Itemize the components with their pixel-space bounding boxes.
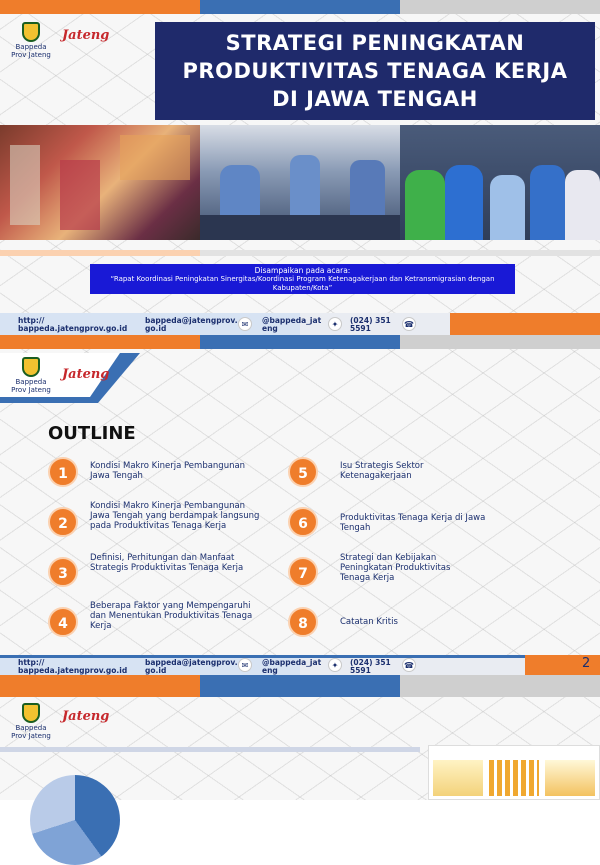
- footer-1: [0, 313, 600, 335]
- mini-line-chart-1: [433, 760, 483, 796]
- envelope-icon: ✉: [238, 317, 252, 331]
- title-box: [155, 22, 595, 120]
- outline-item-7[interactable]: [288, 553, 538, 591]
- photo-factory: [200, 125, 400, 240]
- footer-bar-orange: [450, 313, 600, 335]
- footer-2: [0, 655, 600, 675]
- item-text: Catatan Kritis: [340, 617, 398, 627]
- mini-line-chart-2: [545, 760, 595, 796]
- logo-caption: Bappeda Prov Jateng: [11, 378, 51, 394]
- item-text: Produktivitas Tenaga Kerja di Jawa Tengah: [340, 513, 486, 533]
- item-number: 4: [48, 607, 78, 637]
- item-number: 3: [48, 557, 78, 587]
- footer-email[interactable]: bappeda@jatengprov. go.id: [145, 316, 238, 333]
- divider-bar-1: [0, 250, 200, 256]
- crest-icon: [22, 357, 40, 377]
- crest-icon: [22, 703, 40, 723]
- jateng-logo-text: Jateng: [62, 709, 110, 724]
- pie-chart-partial: [30, 775, 120, 865]
- outline-item-4[interactable]: [48, 601, 298, 641]
- top-bar-orange: [0, 0, 200, 14]
- jateng-logo: [62, 367, 109, 382]
- top-bar-blue: [200, 0, 400, 14]
- jateng-logo-text: Jateng: [62, 367, 110, 382]
- footer-web[interactable]: http:// bappeda.jatengprov.go.id: [18, 658, 128, 675]
- outline-item-8[interactable]: [288, 607, 538, 641]
- outline-item-1[interactable]: [48, 455, 298, 489]
- outline-item-2[interactable]: [48, 501, 298, 545]
- page-number: 2: [582, 656, 591, 671]
- twitter-icon: ✦: [328, 317, 342, 331]
- event-name: “Rapat Koordinasi Peningkatan Sinergitas/Koordinasi Program Ketenagakerjaan dan Ketransmigrasian dengan Kabupaten/Kota”: [110, 275, 495, 292]
- outline-item-6[interactable]: [288, 505, 538, 539]
- top-bar-gray: [400, 675, 600, 697]
- top-bar-gray: [400, 335, 600, 349]
- photo-market: [0, 125, 200, 240]
- item-number: 5: [288, 457, 318, 487]
- jateng-logo-text: Jateng: [62, 28, 110, 43]
- crest-icon: [22, 22, 40, 42]
- logo-caption: Bappeda Prov Jateng: [11, 724, 51, 740]
- item-number: 1: [48, 457, 78, 487]
- item-text: Definisi, Perhitungan dan Manfaat Strategis Produktivitas Tenaga Kerja: [90, 553, 244, 573]
- event-label: Disampaikan pada acara:: [254, 266, 351, 275]
- item-number: 8: [288, 607, 318, 637]
- footer-twitter[interactable]: @bappeda_jat eng: [262, 316, 322, 333]
- mini-bar-chart: [489, 760, 539, 796]
- item-text: Kondisi Makro Kinerja Pembangunan Jawa Tengah yang berdampak langsung pada Produktivitas Tenaga Kerja: [90, 501, 260, 531]
- slide-3: [0, 675, 600, 800]
- item-number: 7: [288, 557, 318, 587]
- top-bar-orange: [0, 335, 200, 349]
- item-text: Beberapa Faktor yang Mempengaruhi dan Menentukan Produktivitas Tenaga Kerja: [90, 601, 253, 631]
- outline-heading: OUTLINE: [48, 423, 136, 444]
- outline-item-5[interactable]: [288, 455, 538, 489]
- phone-icon: ☎: [402, 658, 416, 672]
- event-box: [90, 264, 515, 294]
- item-text: Isu Strategis Sektor Ketenagakerjaan: [340, 461, 424, 481]
- item-number: 6: [288, 507, 318, 537]
- divider-bar-2: [200, 250, 600, 256]
- top-bar-blue: [200, 675, 400, 697]
- slide-title: STRATEGI PENINGKATAN PRODUKTIVITAS TENAGA KERJA DI JAWA TENGAH: [182, 31, 568, 111]
- jateng-logo: [62, 709, 109, 724]
- outline-item-3[interactable]: [48, 553, 298, 591]
- jateng-logo: [62, 28, 109, 43]
- twitter-icon: ✦: [328, 658, 342, 672]
- footer-web[interactable]: http:// bappeda.jatengprov.go.id: [18, 316, 128, 333]
- footer-phone: (024) 351 5591: [350, 316, 391, 333]
- item-number: 2: [48, 507, 78, 537]
- footer-email[interactable]: bappeda@jatengprov. go.id: [145, 658, 238, 675]
- bappeda-logo: [8, 357, 54, 394]
- bappeda-logo: [8, 22, 54, 59]
- top-bar-orange: [0, 675, 200, 697]
- divider-bar: [0, 747, 420, 752]
- photo-workers: [400, 125, 600, 240]
- slide-2: [0, 335, 600, 675]
- logo-caption: Bappeda Prov Jateng: [11, 43, 51, 59]
- slide-1: [0, 0, 600, 335]
- bappeda-logo: [8, 703, 54, 740]
- footer-twitter[interactable]: @bappeda_jat eng: [262, 658, 322, 675]
- envelope-icon: ✉: [238, 658, 252, 672]
- mini-charts: [428, 745, 600, 800]
- footer-phone: (024) 351 5591: [350, 658, 391, 675]
- item-text: Kondisi Makro Kinerja Pembangunan Jawa Tengah: [90, 461, 246, 481]
- top-bar-blue: [200, 335, 400, 349]
- top-bar-gray: [400, 0, 600, 14]
- item-text: Strategi dan Kebijakan Peningkatan Produktivitas Tenaga Kerja: [340, 553, 451, 583]
- phone-icon: ☎: [402, 317, 416, 331]
